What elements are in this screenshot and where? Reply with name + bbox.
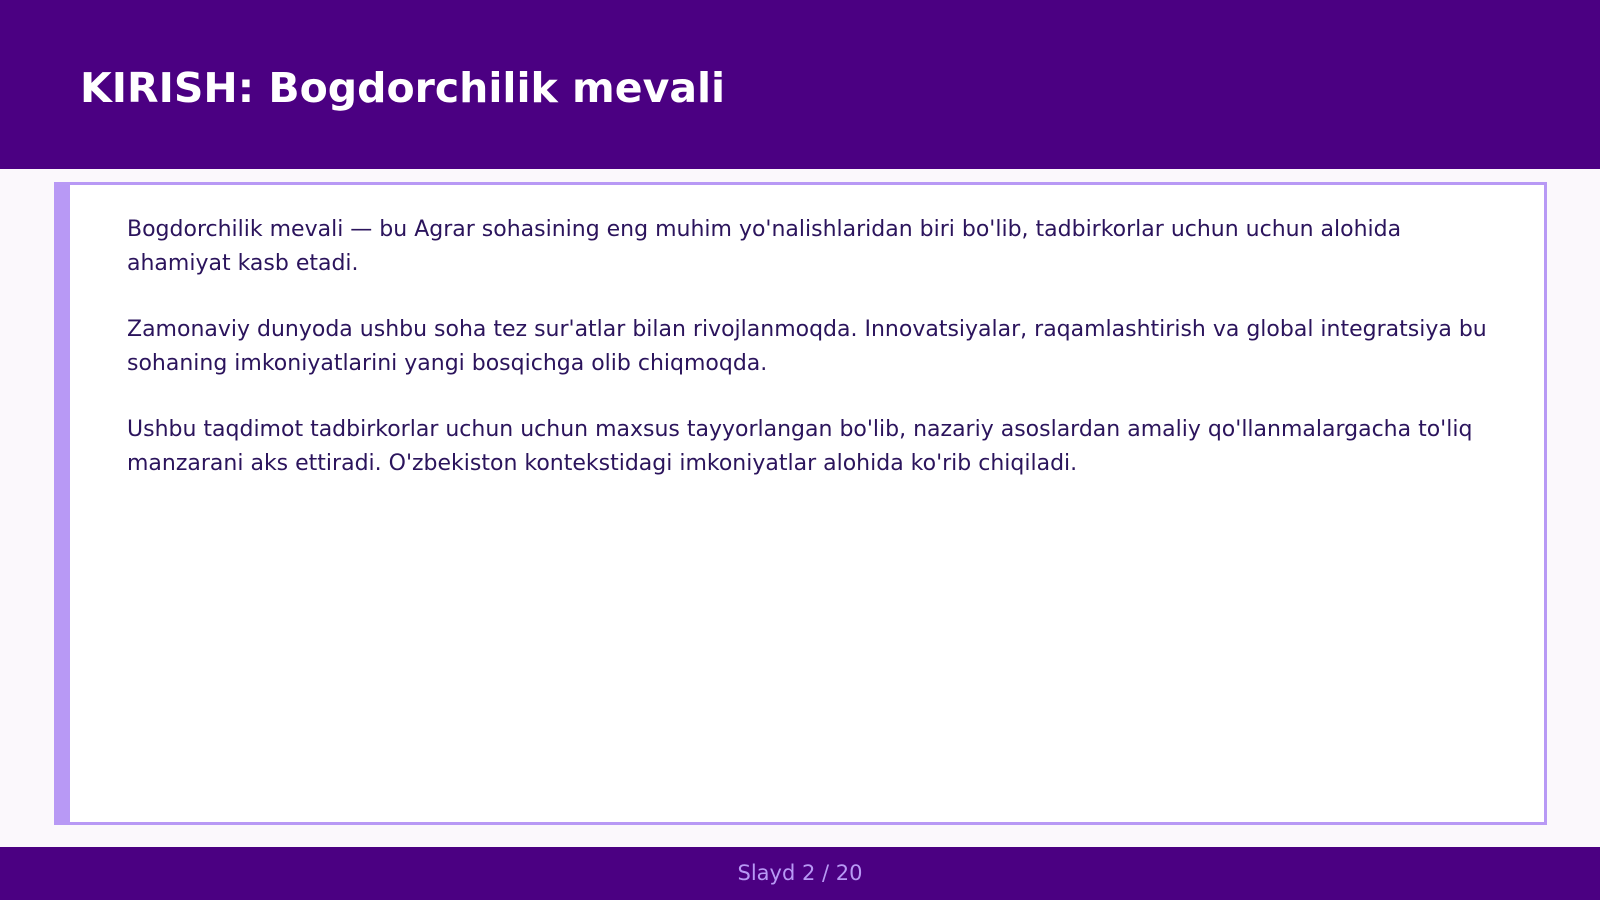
content-card xyxy=(54,182,1547,825)
paragraph-intro: Bogdorchilik mevali — bu Agrar sohasining eng muhim yo'nalishlaridan biri bo'lib, tadbirkorlar uchun uchun alohida ahamiyat kasb etadi. xyxy=(127,217,1402,276)
paragraph-presentation-purpose: Ushbu taqdimot tadbirkorlar uchun uchun maxsus tayyorlangan bo'lib, nazariy asoslardan amaliy qo'llanmalargacha to'liq manzarani aks ettiradi. O'zbekiston kontekstidagi imkoniyatlar alohida ko'rib chiqiladi. xyxy=(127,417,1473,476)
content-body xyxy=(127,213,1507,513)
slide-header xyxy=(0,0,1600,169)
paragraph-modern-world: Zamonaviy dunyoda ushbu soha tez sur'atlar bilan rivojlanmoqda. Innovatsiyalar, raqamlashtirish va global integratsiya bu sohaning imkoniyatlarini yangi bosqichga olib chiqmoqda. xyxy=(127,317,1487,376)
slide-title: KIRISH: Bogdorchilik mevali xyxy=(80,64,726,112)
slide-footer xyxy=(0,847,1600,900)
slide-counter: Slayd 2 / 20 xyxy=(737,861,863,885)
